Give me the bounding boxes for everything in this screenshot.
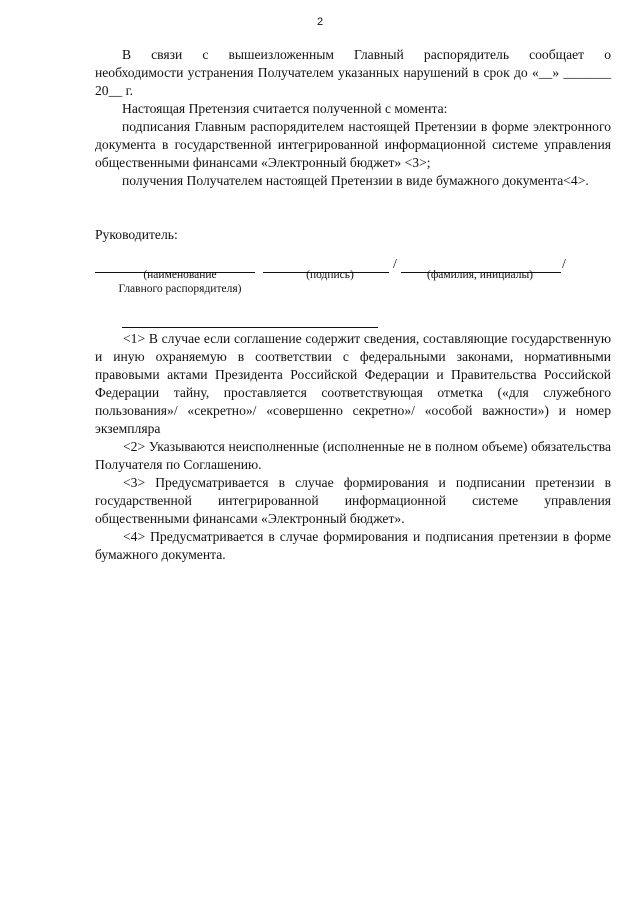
- footnote-separator: [122, 327, 378, 328]
- footnote-1: <1> В случае если соглашение содержит сведения, составляющие государственную и иную охраняемую в соответствии с федеральными законами, нормативными правовыми актами Президента Российской Федерации и Правительства Российской Федерации тайну, проставляется соответствующая отметка («для служебного пользования»/ «секретно»/ «совершенно секретно»/ «особой важности») и номер экземпляра: [95, 331, 611, 436]
- signature-block: [95, 226, 611, 295]
- paragraph-deadline-first-line: В связи с вышеизложенным Главный распорядитель сообщает о: [122, 47, 611, 62]
- caption-sign: (подпись): [306, 269, 354, 281]
- footnote-3: <3> Предусматривается в случае формирования и подписании претензии в государственной интегрированной информационной системе управления общественными финансами «Электронный бюджет».: [95, 475, 611, 526]
- claim-body: [95, 46, 611, 190]
- signatory-title: Руководитель:: [95, 227, 178, 242]
- caption-fio: (фамилия, инициалы): [426, 269, 534, 281]
- footnote-2: <2> Указываются неисполненные (исполненные не в полном объеме) обязательства Получателя по Соглашению.: [95, 439, 611, 472]
- paragraph-deadline-rest: необходимости устранения Получателем указанных нарушений в срок до «__» _______ 20__ г.: [95, 65, 611, 98]
- caption-name: (наименование Главного распорядителя): [118, 269, 242, 295]
- footnotes: [95, 330, 611, 564]
- paragraph-paper-receipt: получения Получателем настоящей Претензии в виде бумажного документа<4>.: [122, 173, 589, 188]
- page-number: 2: [316, 16, 324, 28]
- paragraph-receipt-moment: Настоящая Претензия считается полученной с момента:: [122, 101, 448, 116]
- footnote-4: <4> Предусматривается в случае формирования и подписания претензии в форме бумажного документа.: [95, 529, 611, 562]
- slash-left: /: [393, 257, 397, 272]
- slash-right: /: [562, 257, 566, 272]
- paragraph-electronic-signing: подписания Главным распорядителем настоящей Претензии в форме электронного документа в государственной интегрированной информационной системе управления общественными финансами «Электронный бюджет» <3>;: [95, 119, 611, 170]
